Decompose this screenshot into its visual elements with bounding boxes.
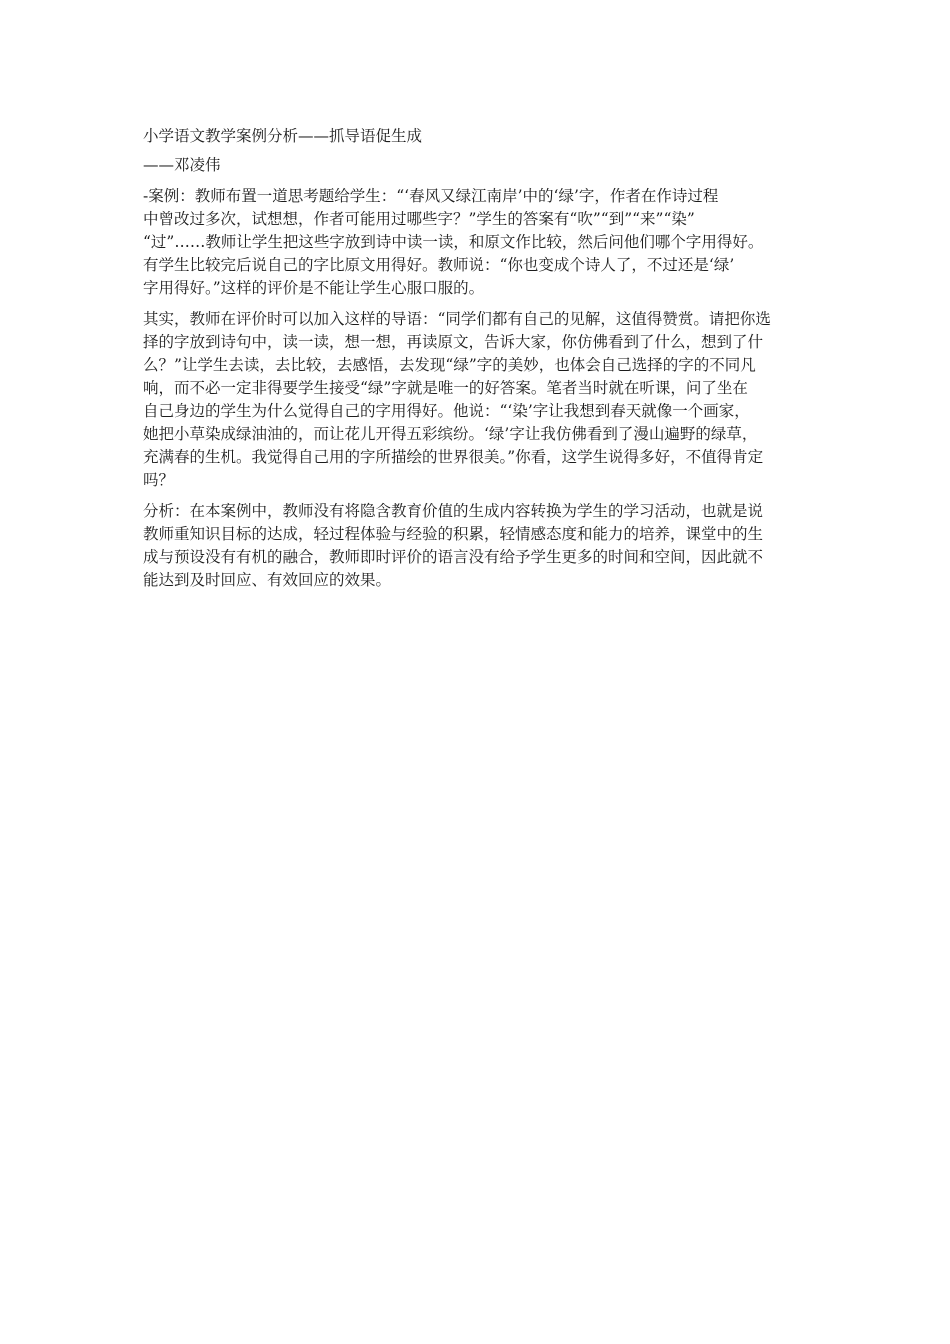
paragraph-line: “过”……教师让学生把这些字放到诗中读一读，和原文作比较，然后问他们哪个字用得好。 — [143, 233, 764, 251]
paragraph-line: 成与预设没有有机的融合，教师即时评价的语言没有给予学生更多的时间和空间，因此就不 — [143, 548, 764, 566]
paragraph-line: 么？”让学生去读，去比较，去感悟，去发现“绿”字的美妙，也体会自己选择的字的不同凡 — [143, 356, 756, 374]
paragraph-line: 响，而不必一定非得要学生接受“绿”字就是唯一的好答案。笔者当时就在听课，问了坐在 — [143, 379, 748, 397]
paragraph-line: 能达到及时回应、有效回应的效果。 — [143, 571, 392, 589]
paragraph-line: 其实，教师在评价时可以加入这样的导语：“同学们都有自己的见解，这值得赞赏。请把你选 — [143, 310, 771, 328]
paragraph-line: 她把小草染成绿油油的，而让花儿开得五彩缤纷。‘绿’字让我仿佛看到了漫山遍野的绿草， — [143, 425, 758, 443]
paragraph-line: 教师重知识目标的达成，轻过程体验与经验的积累，轻情感态度和能力的培养，课堂中的生 — [143, 525, 764, 543]
paragraph-line: 有学生比较完后说自己的字比原文用得好。教师说：“你也变成个诗人了，不过还是‘绿’ — [143, 256, 735, 274]
paragraph-case — [143, 185, 813, 300]
paragraph-line: -案例：教师布置一道思考题给学生：“‘春风又绿江南岸’中的‘绿’字，作者在作诗过程 — [143, 187, 719, 205]
document-author: ——邓凌伟 — [143, 156, 221, 174]
paragraph-line: 吗？ — [143, 471, 175, 489]
paragraph-line: 自己身边的学生为什么觉得自己的字用得好。他说：“‘染’字让我想到春天就像一个画家， — [143, 402, 750, 420]
paragraph-line: 字用得好。”这样的评价是不能让学生心服口服的。 — [143, 279, 485, 297]
paragraph-line: 中曾改过多次，试想想，作者可能用过哪些字？”学生的答案有“吹”“到”“来”“染” — [143, 210, 695, 228]
paragraph-analysis — [143, 500, 813, 592]
paragraph-line: 充满春的生机。我觉得自己用的字所描绘的世界很美。”你看，这学生说得多好，不值得肯定 — [143, 448, 764, 466]
document-title: 小学语文教学案例分析——抓导语促生成 — [143, 127, 423, 145]
document-page — [143, 125, 813, 600]
paragraph-line: 择的字放到诗句中，读一读，想一想，再读原文，告诉大家，你仿佛看到了什么，想到了什 — [143, 333, 764, 351]
paragraph-line: 分析：在本案例中，教师没有将隐含教育价值的生成内容转换为学生的学习活动，也就是说 — [143, 502, 764, 520]
paragraph-suggestion — [143, 308, 813, 492]
